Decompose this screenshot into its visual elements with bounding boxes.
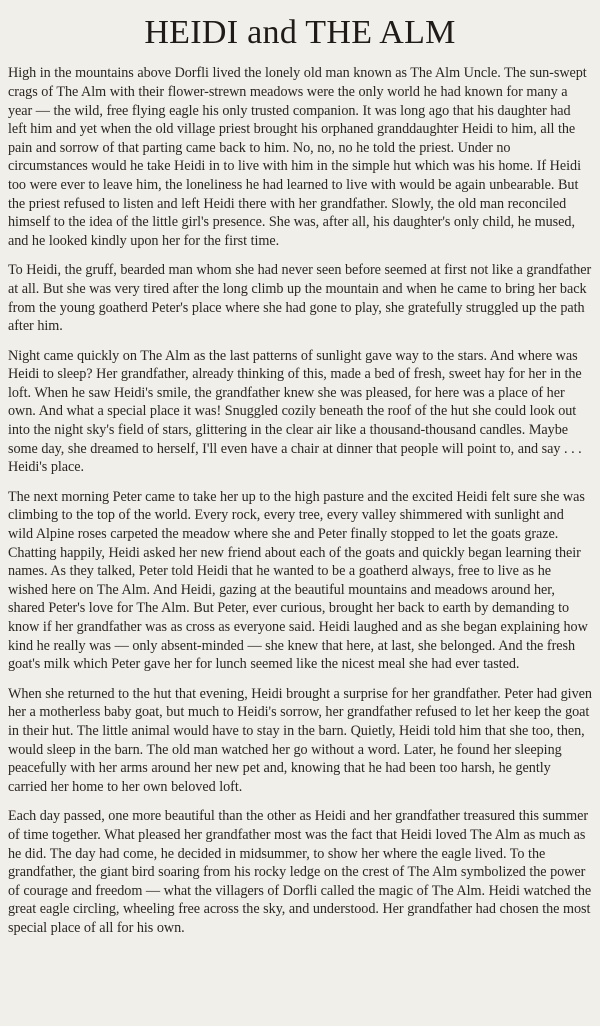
story-paragraph-2: To Heidi, the gruff, bearded man whom she had never seen before seemed at first not like a grandfather at all. But she was very tired after the long climb up the mountain and when he came to bring her back from the young goatherd Peter's place where she had gone to play, she gratefully struggled up the path after him.	[8, 262, 592, 335]
story-paragraph-6: Each day passed, one more beautiful than the other as Heidi and her grandfather treasured this summer of time together. What pleased her grandfather most was the fact that Heidi loved The Alm as much as he did. The day had come, he decided in midsummer, to show her where the eagle lived. To the grandfather, the giant bird soaring from his rocky ledge on the crest of The Alm symbolized the power of courage and freedom — what the villagers of Dorfli called the magic of The Alm. Heidi watched the great eagle circling, wheeling free across the sky, and understood. Her grandfather had chosen the most special place of all for his own.	[8, 808, 592, 936]
story-paragraph-4: The next morning Peter came to take her up to the high pasture and the excited Heidi felt sure she was climbing to the top of the world. Every rock, every tree, every valley shimmered with sunlight and wild Alpine roses carpeted the meadow where she and Peter finally stopped to let the goats graze. Chatting happily, Heidi asked her new friend about each of the goats and quickly began learning their names. As they talked, Peter told Heidi that he wanted to be a goatherd always, free to live as he wished here on The Alm. And Heidi, gazing at the beautiful mountains and meadows around her, shared Peter's love for The Alm. But Peter, ever curious, brought her back to earth by demanding to know if her grandfather was as cross as everyone said. Heidi laughed and as she began explaining how kind he really was — only absent-minded — she knew that here, at last, she belonged. And the fresh goat's milk which Peter gave her for lunch seemed like the nicest meal she had ever tasted.	[8, 488, 588, 673]
story-paragraph-5: When she returned to the hut that evening, Heidi brought a surprise for her grandfather. Peter had given her a motherless baby goat, but much to Heidi's sorrow, her grandfather refused to let her keep the goat in their hut. The little animal would have to stay in the barn. Quietly, Heidi told him that she too, then, would sleep in the barn. The old man watched her go without a word. Later, he found her sleeping peacefully with her arms around her new pet and, knowing that he had been too harsh, he gently carried her home to her own beloved loft.	[8, 685, 592, 795]
story-title: HEIDI and THE ALM	[144, 14, 456, 51]
story-paragraph-3: Night came quickly on The Alm as the last patterns of sunlight gave way to the stars. And where was Heidi to sleep? Her grandfather, already thinking of this, made a bed of fresh, sweet hay for her in the loft. When he saw Heidi's smile, the grandfather knew she was pleased, for here was a place of her own. And what a special place it was! Snuggled cozily beneath the roof of the hut she could look out into the night sky's field of stars, glittering in the clear air like a thousand-thousand candles. Maybe some day, she dreamed to herself, I'll even have a chair at dinner that people will point to, and say . . . Heidi's place.	[8, 347, 582, 476]
story-paragraph-1: High in the mountains above Dorfli lived the lonely old man known as The Alm Uncle. The sun-swept crags of The Alm with their flower-strewn meadows were the only world he had known for many a year — the wild, free flying eagle his only trusted companion. It was long ago that his daughter had left him and yet when the old village priest brought his orphaned granddaughter Heidi to him, all the pain and sorrow of that parting came back to him. No, no, no he told the priest. Under no circumstances would he take Heidi in to live with him in the simple hut which was his home. If Heidi too were ever to leave him, the loneliness he had learned to live with would be again unbearable. But the priest refused to listen and left Heidi there with her grandfather. Slowly, the old man reconciled himself to the idea of the little girl's presence. She was, after all, his daughter's only child, he mused, and he looked kindly upon her for the first time.	[8, 65, 587, 249]
